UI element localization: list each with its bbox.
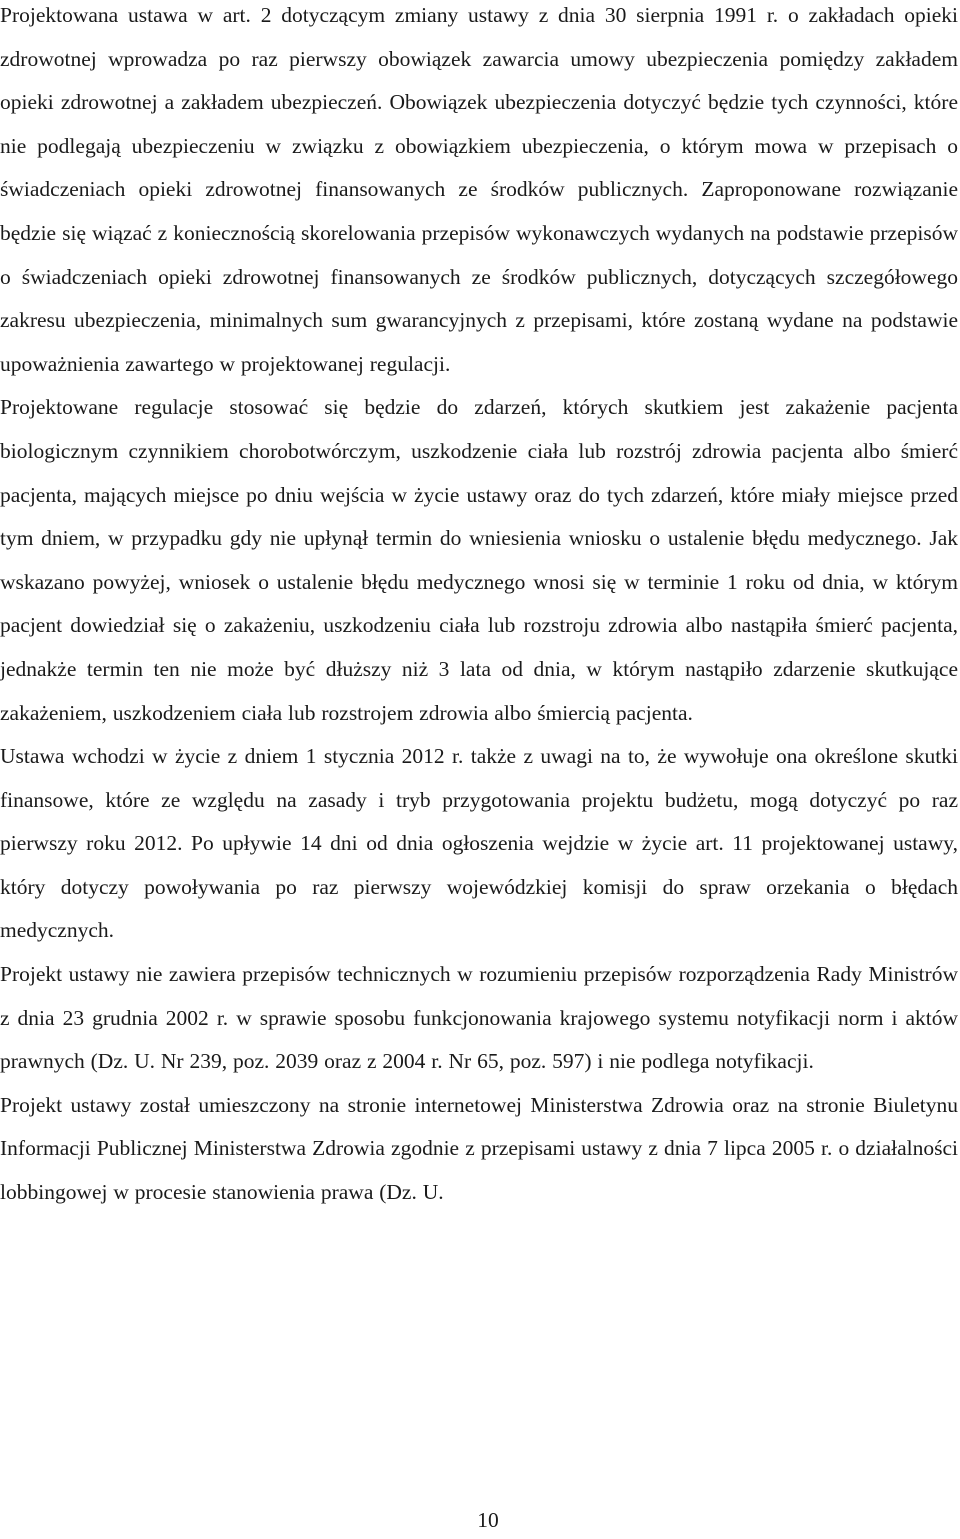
paragraph-publication-lobbying: Projekt ustawy został umieszczony na stronie internetowej Ministerstwa Zdrowia oraz na stronie Biuletynu Informacji Publicznej Ministerstwa Zdrowia zgodnie z przepisami ustawy z dnia 7 lipca 2005 r. o działalności lobbingowej w procesie stanowienia prawa (Dz. U. [0,1092,958,1205]
page-number: 10 [477,1508,499,1532]
paragraph-technical-regulations: Projekt ustawy nie zawiera przepisów technicznych w rozumieniu przepisów rozporządzenia Rady Ministrów z dnia 23 grudnia 2002 r. w sprawie sposobu funkcjonowania krajowego systemu notyfikacji norm i aktów prawnych (Dz. U. Nr 239, poz. 2039 oraz z 2004 r. Nr 65, poz. 597) i nie podlega notyfikacji. [0,962,958,1074]
paragraph-scope-of-application: Projektowane regulacje stosować się będzie do zdarzeń, których skutkiem jest zakażenie pacjenta biologicznym czynnikiem chorobotwórczym, uszkodzenie ciała lub rozstrój zdrowia pacjenta albo śmierć pacjenta, mających miejsce po dniu wejścia w życie ustawy oraz do tych zdarzeń, które miały miejsce przed tym dniem, w przypadku gdy nie upłynął termin do wniesienia wniosku o ustalenie błędu medycznego. Jak wskazano powyżej, wniosek o ustalenie błędu medycznego wnosi się w terminie 1 roku od dnia, w którym pacjent dowiedział się o zakażeniu, uszkodzeniu ciała lub rozstroju zdrowia albo nastąpiła śmierć pacjenta, jednakże termin ten nie może być dłuższy niż 3 lata od dnia, w którym nastąpiło zdarzenie skutkujące zakażeniem, uszkodzeniem ciała lub rozstrojem zdrowia albo śmiercią pacjenta. [0,395,958,725]
paragraph-insurance-obligation: Projektowana ustawa w art. 2 dotyczącym zmiany ustawy z dnia 30 sierpnia 1991 r. o zakładach opieki zdrowotnej wprowadza po raz pierwszy obowiązek zawarcia umowy ubezpieczenia pomiędzy zakładem opieki zdrowotnej a zakładem ubezpieczeń. Obowiązek ubezpieczenia dotyczyć będzie tych czynności, które nie podlegają ubezpieczeniu w związku z obowiązkiem ubezpieczenia, o którym mowa w przepisach o świadczeniach opieki zdrowotnej finansowanych ze środków publicznych. Zaproponowane rozwiązanie będzie się wiązać z koniecznością skorelowania przepisów wykonawczych wydanych na podstawie przepisów o świadczeniach opieki zdrowotnej finansowanych ze środków publicznych, dotyczących szczegółowego zakresu ubezpieczenia, minimalnych sum gwarancyjnych z przepisami, które zostaną wydane na podstawie upoważnienia zawartego w projektowanej regulacji. [0,3,958,376]
paragraph-entry-into-force: Ustawa wchodzi w życie z dniem 1 stycznia 2012 r. także z uwagi na to, że wywołuje ona określone skutki finansowe, które ze względu na zasady i tryb przygotowania projektu budżetu, mogą dotyczyć po raz pierwszy roku 2012. Po upływie 14 dni od dnia ogłoszenia wejdzie w życie art. 11 projektowanej ustawy, który dotyczy powoływania po raz pierwszy wojewódzkiej komisji do spraw orzekania o błędach medycznych. [0,744,958,943]
